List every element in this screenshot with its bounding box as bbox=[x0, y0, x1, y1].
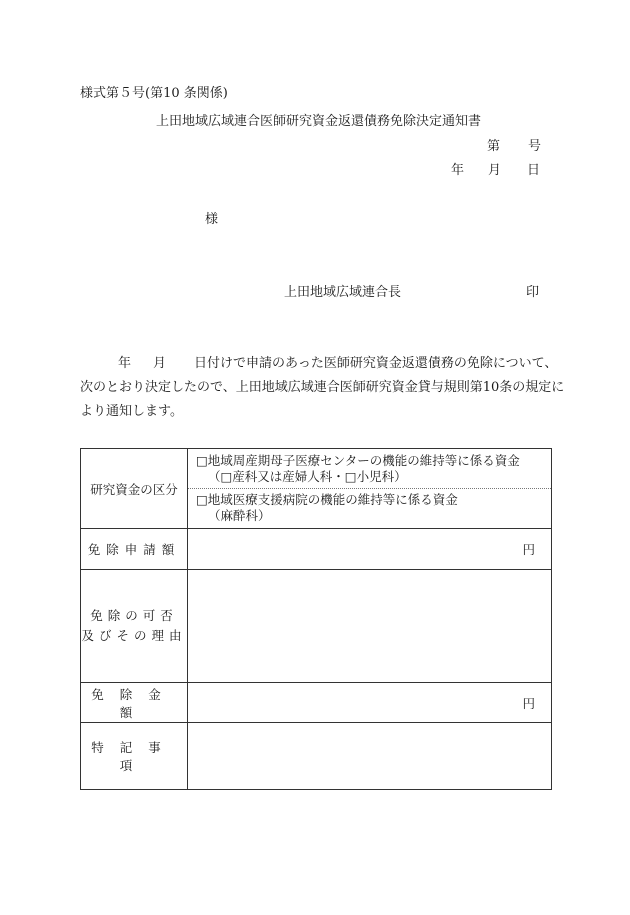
category-label: 研究資金の区分 bbox=[81, 449, 188, 529]
remarks-field[interactable] bbox=[188, 723, 552, 790]
category-row bbox=[81, 449, 552, 529]
body-line-2: 次のとおり決定したので、上田地域広域連合医師研究資金貸与規則第10条の規定に bbox=[80, 380, 565, 395]
body-line-1-text: 日付けで申請のあった医師研究資金返還債務の免除について、 bbox=[194, 356, 558, 371]
exemption-amount-field[interactable] bbox=[188, 683, 552, 723]
requested-amount-field[interactable] bbox=[188, 529, 552, 570]
regional-option-text: □地域医療支援病院の機能の維持等に係る資金 bbox=[196, 492, 458, 507]
form-number: 様式第５号(第10 条関係) bbox=[80, 86, 228, 101]
date-year-label: 年 bbox=[451, 163, 465, 178]
decision-label-line-1: 免除の可否 bbox=[90, 608, 178, 623]
decision-field[interactable] bbox=[188, 570, 552, 683]
document-number-prefix: 第 bbox=[487, 139, 501, 154]
issuer-name: 上田地域広域連合長 bbox=[284, 285, 402, 300]
decision-label bbox=[81, 570, 188, 683]
requested-amount-unit: 円 bbox=[522, 542, 535, 557]
document-title: 上田地域広域連合医師研究資金返還債務免除決定通知書 bbox=[156, 114, 482, 129]
date-day-label: 日 bbox=[527, 163, 541, 178]
body-year-label: 年 bbox=[118, 356, 132, 371]
decision-row bbox=[81, 570, 552, 683]
addressee-honorific: 様 bbox=[205, 212, 219, 227]
perinatal-option-text: □地域周産期母子医療センターの機能の維持等に係る資金 bbox=[196, 453, 520, 468]
category-option-regional bbox=[188, 489, 551, 527]
requested-amount-label: 免除申請額 bbox=[81, 529, 188, 570]
remarks-label: 特記事項 bbox=[81, 723, 188, 790]
document-number-suffix: 号 bbox=[528, 139, 542, 154]
date-month-label: 月 bbox=[488, 163, 502, 178]
exemption-amount-unit: 円 bbox=[522, 695, 535, 711]
exemption-amount-row bbox=[81, 683, 552, 723]
category-options bbox=[188, 449, 552, 529]
body-line-3: より通知します。 bbox=[80, 404, 183, 419]
seal-mark: 印 bbox=[526, 285, 540, 300]
body-line-1 bbox=[80, 352, 560, 376]
remarks-row bbox=[81, 723, 552, 790]
decision-table bbox=[80, 448, 552, 790]
body-month-label: 月 bbox=[153, 356, 167, 371]
category-option-perinatal bbox=[188, 450, 551, 489]
perinatal-option-sub: （□産科又は産婦人科・□小児科） bbox=[208, 469, 407, 484]
exemption-amount-label: 免除金額 bbox=[81, 683, 188, 723]
requested-amount-row bbox=[81, 529, 552, 570]
notice-body bbox=[80, 352, 565, 424]
decision-label-line-2: 及びその理由 bbox=[81, 628, 187, 643]
regional-option-sub: （麻酔科） bbox=[208, 508, 271, 523]
